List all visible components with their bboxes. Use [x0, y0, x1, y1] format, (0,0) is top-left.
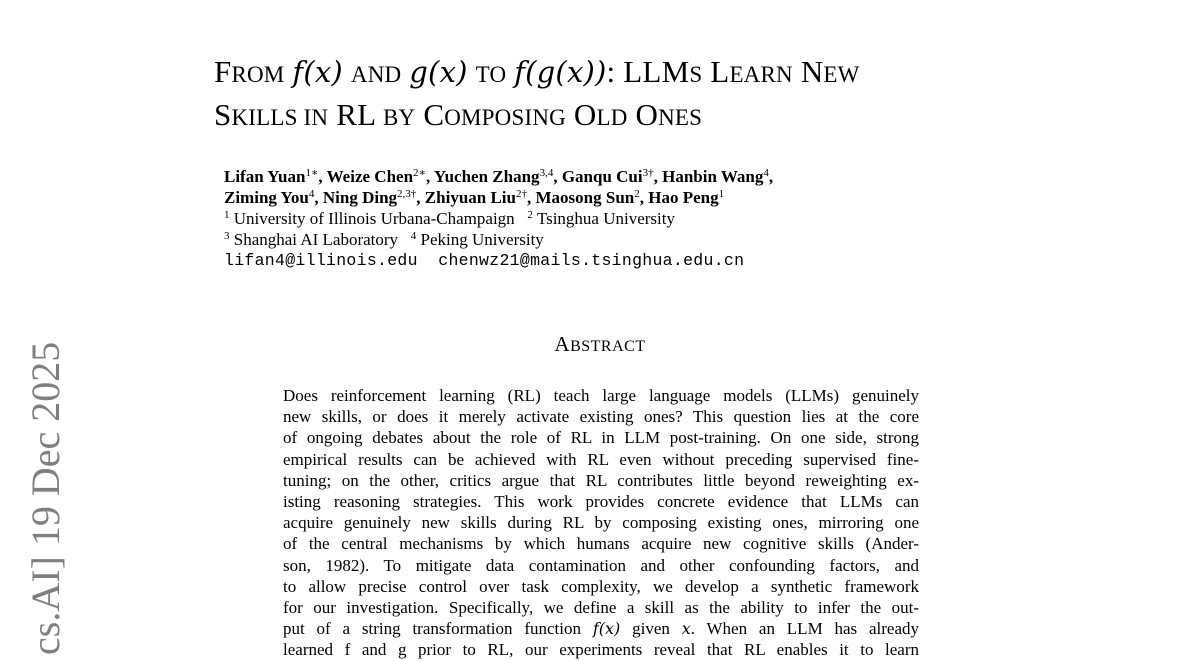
email-line	[224, 250, 1044, 271]
arxiv-identifier: cs.AI] 19 Dec 2025	[23, 341, 68, 655]
title-char: O	[635, 97, 659, 132]
title-math-fgx: f(g(x))	[514, 55, 607, 89]
author-sup: 4	[763, 167, 769, 179]
abstract-text: put of a string transformation function	[283, 619, 582, 639]
abstract-math: x	[681, 619, 691, 639]
abstract-line: of ongoing debates about the role of RL in LLM post-training. On one side, strong	[283, 428, 919, 448]
title-text: : LLM	[606, 54, 690, 89]
affiliation-line-2	[224, 229, 1044, 250]
abstract-heading-smallcaps: BSTRACT	[570, 338, 646, 355]
author-name: Zhiyuan Liu	[424, 188, 516, 207]
affiliation-name: Tsinghua University	[536, 209, 675, 228]
abstract-heading-char: A	[554, 332, 571, 356]
author-line-2: Ziming You$^4$, Ning Ding$^{2,3\dagger}$, Zhiyuan Liu$^{2\dagger}$, Maosong Sun$^2$, Hao Peng$^1$	[224, 188, 725, 207]
title-math-gx: g(x)	[409, 55, 468, 89]
abstract-line	[283, 618, 919, 639]
title-char: L	[710, 54, 730, 89]
title-smallcaps: TO	[475, 62, 507, 87]
author-sup: 2	[634, 188, 640, 200]
abstract-text: . When an LLM has already	[690, 619, 920, 639]
author-block	[224, 166, 1044, 271]
title-smallcaps: AND	[350, 62, 402, 87]
title-smallcaps: OMPOSING	[444, 105, 566, 130]
author-sup: 3†	[642, 167, 654, 179]
author-sup: 3,4	[539, 167, 554, 179]
affiliation-line-1	[224, 208, 1044, 229]
author-sup: 2†	[516, 188, 527, 200]
title-char: S	[214, 97, 232, 132]
email-address: lifan4@illinois.edu	[224, 251, 418, 270]
title-line-2	[214, 95, 1074, 138]
arxiv-side-stamp	[23, 335, 68, 655]
author-name: Weize Chen	[326, 167, 414, 186]
affiliation-sup: 3	[224, 230, 230, 242]
abstract-line-cutoff: learned f and g prior to RL, our experiments reveal that RL enables it to learn	[283, 640, 919, 660]
abstract-line: of the central mechanisms by which humans acquire new cognitive skills (Ander-	[283, 534, 919, 554]
abstract-line: Does reinforcement learning (RL) teach large language models (LLMs) genuinely	[283, 386, 919, 405]
author-sup: 2,3†	[397, 188, 417, 200]
author-name: Hao Peng	[648, 188, 719, 207]
title-smallcaps: NES	[658, 105, 703, 130]
author-sup: 2∗	[413, 167, 427, 179]
affiliation-sup: 4	[410, 230, 417, 242]
author-sup: 1	[718, 188, 725, 200]
abstract-math: f(x)	[592, 619, 621, 639]
abstract-heading	[0, 332, 1200, 357]
author-name: Hanbin Wang	[662, 167, 764, 186]
affiliation-sup: 2	[527, 209, 533, 221]
abstract-line: to allow precise control over task complexity, we develop a synthetic framework	[283, 576, 919, 596]
abstract-line: new skills, or does it merely activate existing ones? This question lies at the core	[283, 407, 919, 427]
title-smallcaps: KILLS IN	[231, 105, 329, 130]
abstract-line: empirical results can be achieved with RL even without preceding supervised fine-	[283, 449, 919, 469]
author-sup: 4	[308, 188, 315, 200]
title-smallcaps: EARN	[729, 62, 793, 87]
affiliation-name: Shanghai AI Laboratory	[233, 230, 399, 249]
title-math-fx: f(x)	[292, 55, 343, 89]
abstract-line: isting reasoning strategies. This work provides concrete evidence that LLMs can	[283, 492, 919, 512]
affiliation-sup: 1	[224, 209, 230, 221]
title-smallcaps: BY	[383, 105, 416, 130]
title-text: RL	[336, 97, 376, 132]
author-name: Maosong Sun	[535, 188, 635, 207]
title-line-1	[214, 52, 1074, 95]
author-sup: 1∗	[305, 167, 319, 179]
affiliation-name: Peking University	[420, 230, 544, 249]
abstract-line: for our investigation. Specifically, we define a skill as the ability to infer the out-	[283, 598, 919, 618]
author-line-1: Lifan Yuan$^{1∗}$, Weize Chen$^{2∗}$, Yuchen Zhang$^{3,4}$, Ganqu Cui$^{3\dagger}$, Hanbin Wang$^4$,	[224, 167, 774, 186]
title-smallcaps: S	[689, 62, 703, 87]
author-name: Yuchen Zhang	[433, 167, 540, 186]
abstract-line: son, 1982). To mitigate data contamination and other confounding factors, and	[283, 555, 919, 575]
title-smallcaps: EW	[823, 62, 860, 87]
title-smallcaps: LD	[596, 105, 628, 130]
affiliation-name: University of Illinois Urbana-Champaign	[233, 209, 515, 228]
author-name: Ziming You	[224, 188, 309, 207]
author-name: Ganqu Cui	[561, 167, 643, 186]
abstract-line: acquire genuinely new skills during RL by composing existing ones, mirroring one	[283, 513, 919, 533]
paper-title	[214, 52, 1074, 138]
author-name: Lifan Yuan	[224, 167, 306, 186]
title-char: F	[214, 54, 232, 89]
abstract-text: given	[632, 619, 670, 639]
author-name: Ning Ding	[322, 188, 398, 207]
email-address: chenwz21@mails.tsinghua.edu.cn	[438, 251, 745, 270]
title-char: C	[423, 97, 445, 132]
title-char: O	[573, 97, 597, 132]
abstract-body	[283, 385, 920, 660]
title-char: N	[800, 54, 824, 89]
abstract-line: tuning; on the other, critics argue that RL contributes little beyond reweighting ex-	[283, 470, 919, 490]
title-smallcaps: ROM	[231, 62, 285, 87]
